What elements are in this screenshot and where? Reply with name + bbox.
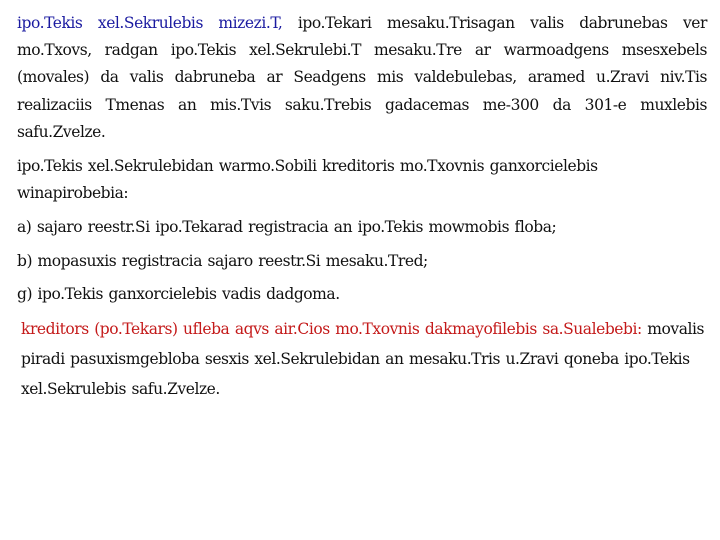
paragraph-creditor-rights-body: movalis piradi pasuxismgebloba sesxis xel.Sekrulebidan an mesaku.Tris u.Zravi qoneba ipo.Tekis xel.Sekrulebis safu.Zvelze. [21, 320, 705, 399]
paragraph-intro-body: ipo.Tekari mesaku.Trisagan valis dabrunebas ver mo.Txovs, radgan ipo.Tekis xel.Sekrulebi.T mesaku.Tre ar warmoadgens msesxebels (movales) da valis dabruneba ar Seadgens mis valdebulebas, aramed u.Zravi niv.Tis realizaciis Tmenas an mis.Tvis saku.Trebis gadacemas me-300 da 301-e muxlebis safu.Zvelze. [17, 14, 707, 141]
paragraph-creditor-rights [21, 314, 707, 404]
paragraph-intro-lead: ipo.Tekis xel.Sekrulebis mizezi.T, [17, 14, 283, 32]
paragraph-intro [17, 10, 707, 146]
document-page [17, 10, 707, 411]
list-item: g) ipo.Tekis ganxorcielebis vadis dadgoma. [17, 284, 340, 303]
paragraph-creditor-rights-lead: kreditors (po.Tekars) ufleba aqvs air.Cios mo.Txovnis dakmayofilebis sa.Sualebebi: [21, 320, 642, 339]
paragraph-preconditions: ipo.Tekis xel.Sekrulebidan warmo.Sobili kreditoris mo.Txovnis ganxorcielebis winapirobebia: [17, 157, 598, 203]
list-item: b) mopasuxis registracia sajaro reestr.Si mesaku.Tred; [17, 251, 428, 270]
list-item: a) sajaro reestr.Si ipo.Tekarad registracia an ipo.Tekis mowmobis floba; [17, 218, 557, 237]
